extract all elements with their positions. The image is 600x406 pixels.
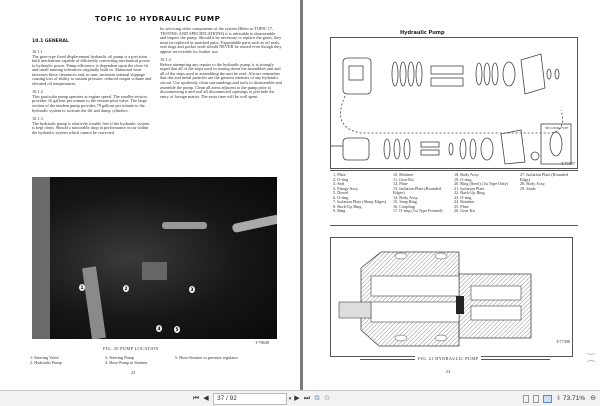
exploded-view-diagram [330, 37, 578, 169]
legend-item: 3. Steering Pump [105, 355, 134, 360]
legend-item: 23. O-ring [454, 194, 472, 200]
exploded-view-drawing [331, 38, 577, 168]
photo-detail [82, 266, 106, 339]
page-number: 23 [131, 370, 136, 375]
legend-item: 27. Isolation Plate (Rounded Edge) [520, 172, 568, 182]
legend-item: 22. Back-Up Ring [454, 190, 485, 195]
legend-item: 10. Retainer [393, 172, 414, 177]
parts-legend-col-4 [520, 173, 578, 191]
legend-item: 17. O-ring (1st Type Formed) [393, 208, 443, 213]
next-page-icon[interactable]: ▶ [294, 395, 300, 402]
para-number: 10.1.3 [32, 116, 43, 122]
legend-item: 9. Ring [333, 208, 346, 213]
legend-rule [330, 225, 578, 226]
diagram-title: Hydraulic Pump [400, 30, 445, 36]
facing-icon[interactable]: ⧉ [324, 395, 330, 402]
legend-item: 14. Body Assy. [393, 194, 419, 200]
photo-callout: 3 [190, 287, 194, 292]
para-number: 10.1.4 [160, 57, 171, 63]
paragraph [32, 50, 152, 86]
prev-page-icon[interactable]: ◀ [203, 395, 209, 402]
photo-callout: 4 [157, 326, 161, 331]
legend-item: 13. Isolation Plate (Rounded Edges) [393, 185, 441, 195]
figure-code: T-77398 [555, 339, 570, 344]
para-text: by servicing other components of the system (Refer to TOPIC 17, TESTING AND SPECIFICATIONS) it is advisable to disassemble and inspect the pump. Should it be necessary to replace the gears, they must be replaced in matched pairs. Expendable parts such as oil seals, seal rings and pocket seals should NEVER be reused even though they appear serviceable for further use. [160, 26, 282, 54]
legend-item: 6. O-ring [333, 194, 349, 200]
para-text: The gear-type fixed displacement hydraulic oil pump is a precision built mechanism capable of efficiently converting mechanical power to hydraulic power. Pump efficiency is dependent upon the close fit and small running tolerances originally built in. Abnormal wear increases these clearances and, in turn, increases internal slippage causing loss of ability to sustain pressure, reduced output volume and elevated oil temperatures. [32, 53, 152, 86]
legend-item: 12. Plate [393, 181, 408, 186]
single-page-icon[interactable] [523, 395, 529, 403]
page-dropdown-icon[interactable]: ▾ [288, 396, 292, 402]
viewer-toolbar [0, 390, 600, 406]
parts-legend-col-1 [333, 173, 395, 214]
cross-section-diagram [330, 237, 573, 357]
photo-frame-detail [32, 177, 50, 339]
legend-item: 16. Coupling [393, 203, 415, 209]
figure-caption: FIG. 21 HYDRAULIC PUMP [415, 356, 481, 361]
legend-item: 2. Hydraulic Pump [30, 360, 62, 365]
legend-item: 1. Steering Valve [30, 355, 59, 360]
parts-legend-col-2 [393, 173, 453, 214]
para-text: The hydraulic pump is relatively trouble free if the hydraulic system is kept clean. Should a noticeable drop in performance occur within the hydraulic system which cannot be corrected [32, 120, 150, 135]
page-title: TOPIC 10 HYDRAULIC PUMP [95, 14, 221, 23]
legend-item: 20. Ring (Steel) (1st Type Only) [454, 181, 509, 186]
legend-item: 4. Flange Assy. [333, 185, 359, 191]
photo-callout: 2 [124, 286, 128, 291]
section-heading: 10.1 GENERAL [32, 39, 69, 44]
legend-item: 28. Body Assy. [520, 181, 546, 186]
photo-callout: 1 [80, 285, 84, 290]
para-text: Before attempting any repairs to the hydraulic pump, it is strongly urged that all of the steps used in tearing down the assembled unit and all of the steps used in assembling the unit be read. Always remember that dirt and metal particles are the greatest enemies of any hydraulic circuit. Use spotlessly clean surroundings and tools to disassemble and assemble the pump. Clean all areas adjacent to the pump prior to disconnecting it and seal all disconnected openings to preclude the entry of foreign matter. The extra time will be well spent. [160, 61, 282, 99]
legend-item: 1. Plate [333, 172, 346, 177]
page-curl-decoration [585, 360, 597, 370]
legend-item: 29. Studs [520, 185, 536, 191]
scroll-icon[interactable]: ⇟ [555, 395, 562, 402]
legend-item: 26. Gear Kit [454, 208, 475, 213]
legend-item: 3. Seal [333, 181, 345, 186]
page-number: 24 [446, 369, 451, 374]
parts-legend-col-3 [454, 173, 516, 214]
legend-item: 15. Snap Ring [393, 199, 417, 204]
cross-section-drawing [331, 238, 572, 356]
zoom-level[interactable]: 73.71% [562, 395, 586, 402]
page-curl-decoration [585, 345, 597, 355]
paragraph [32, 90, 152, 113]
figure-code: T-78638 [255, 340, 270, 345]
first-page-icon[interactable]: ⏮ [192, 395, 200, 402]
text-column-1 [32, 50, 152, 139]
second-type-label: SECOND TYPE [545, 126, 569, 130]
pump-location-photo [32, 177, 277, 339]
legend-item: 18. Body Assy. [454, 172, 480, 177]
left-page [0, 0, 300, 390]
figure-caption: FIG. 20 PUMP LOCATION [103, 346, 159, 351]
page-number-input[interactable]: 37 / 92 [213, 393, 287, 405]
two-page-icon[interactable] [543, 395, 552, 403]
legend-item: 24. Retainer [454, 199, 475, 204]
bookmark-view-icon[interactable] [533, 395, 539, 403]
paragraph [160, 58, 282, 99]
photo-callout: 5 [175, 327, 179, 332]
para-number: 10.1.1 [32, 49, 43, 54]
legend-rule [330, 170, 578, 171]
photo-detail [142, 262, 167, 280]
photo-detail [232, 214, 277, 233]
legend-item: 21. Isolation Plate [454, 185, 485, 191]
photo-detail [162, 222, 207, 229]
legend-item: 5. Hose-Strainer to pressure regulator [175, 355, 238, 360]
legend-item: 19. O-ring [454, 176, 472, 182]
legend-item: 8. Back-Up Ring [333, 203, 362, 209]
legend-item: 2. O-ring [333, 176, 349, 182]
legend-item: 11. Gear Kit [393, 176, 414, 182]
text-column-2 [160, 27, 282, 103]
para-text: This particular pump operates at engine speed. The smaller section provides 16 gallons per minute to the remote pilot valve. The large section of the tandem pump provides 79 gallons per minute to the hydraulic system to activate the lift and dump cylinders. [32, 93, 147, 113]
legend-item: 25. Plate [454, 203, 469, 209]
continuous-icon[interactable]: ⧉ [314, 395, 320, 402]
paragraph [160, 27, 282, 54]
last-page-icon[interactable]: ⏭ [303, 395, 311, 402]
legend-item: 7. Isolation Plate (Sharp Edges) [333, 199, 387, 204]
para-number: 10.1.2 [32, 89, 43, 95]
zoom-out-icon[interactable]: ⊖ [590, 395, 596, 402]
figure-code: T-77387 [560, 161, 575, 166]
paragraph [32, 117, 152, 135]
legend-item: 4. Hose-Pump to Strainer [105, 360, 148, 365]
legend-item: 5. Dowel [333, 190, 349, 195]
